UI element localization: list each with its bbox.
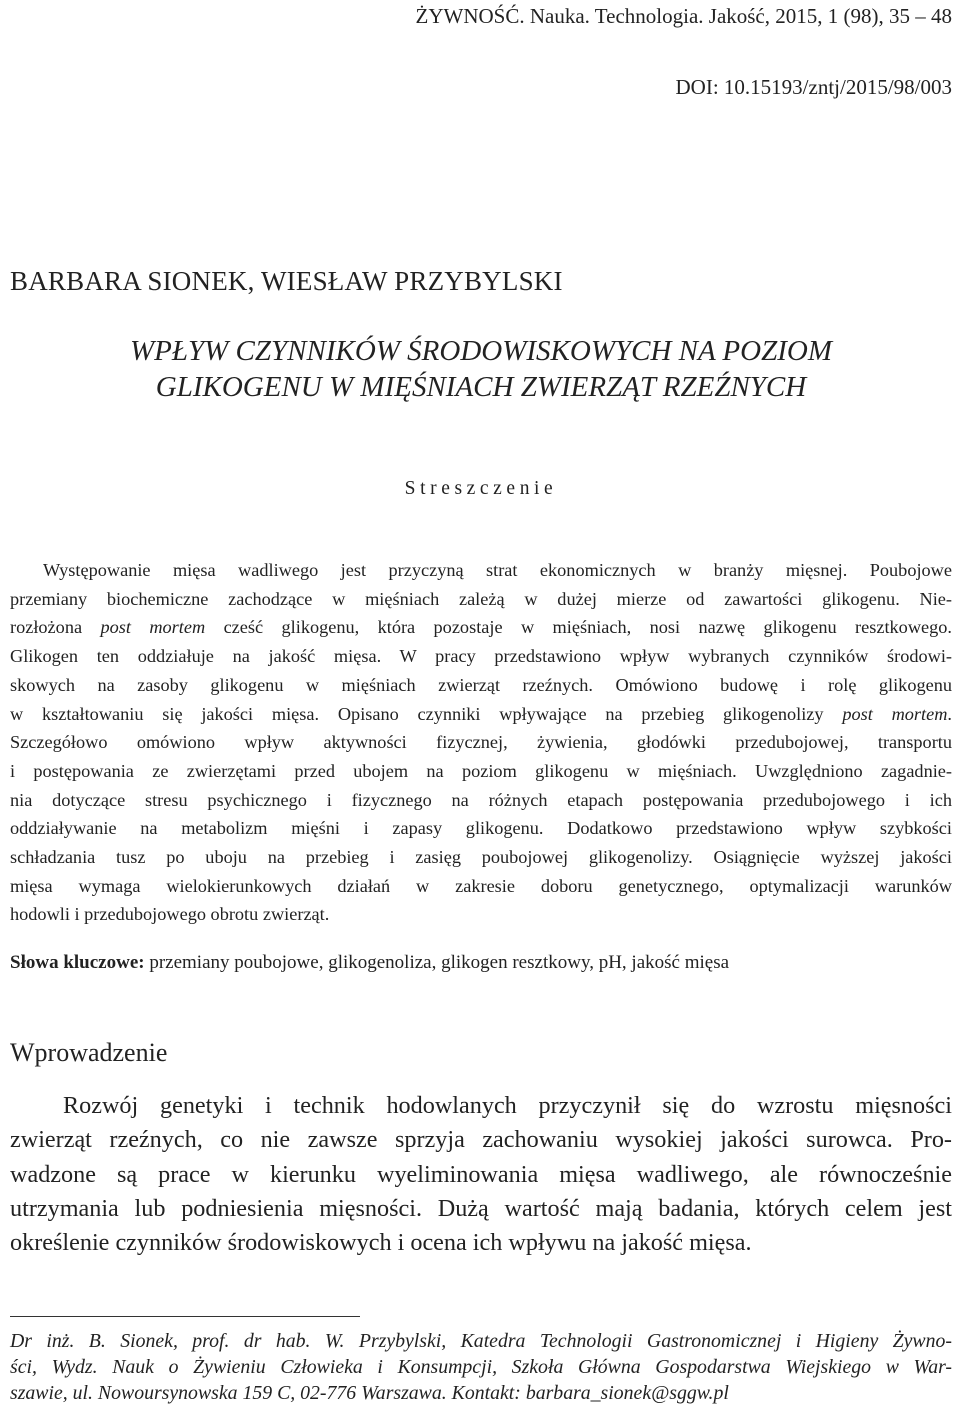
footnote-separator — [10, 1316, 360, 1317]
article-authors: BARBARA SIONEK, WIESŁAW PRZYBYLSKI — [10, 266, 563, 296]
introduction-line: zwierząt rzeźnych, co nie zawsze sprzyja zachowaniu wysokiej jakości surowca. Pro- — [10, 1126, 952, 1154]
abstract-text: w kształtowaniu się jakości mięsa. Opisano czynniki wpływające na przebieg glikogenolizy — [10, 703, 843, 724]
introduction-line: wadzone są prace w kierunku wyeliminowania mięsa wadliwego, ale równocześnie — [10, 1160, 952, 1188]
title-line-2: GLIKOGENU W MIĘŚNIACH ZWIERZĄT RZEŹNYCH — [155, 371, 807, 403]
abstract-italic-term: post mortem — [100, 617, 206, 638]
keywords-label: Słowa kluczowe: — [10, 952, 145, 973]
abstract-line: Występowanie mięsa wadliwego jest przyczyną strat ekonomicznych w branży mięsnej. Poubojowe — [43, 560, 952, 580]
abstract-text: cześć glikogenu, która pozostaje w mięśniach, nosi nazwę glikogenu resztkowego. — [205, 617, 952, 638]
abstract-line: nia dotyczące stresu psychicznego i fizycznego na różnych etapach postępowania przedubojowego i ich — [10, 789, 952, 810]
title-line-1: WPŁYW CZYNNIKÓW ŚRODOWISKOWYCH NA POZIOM — [130, 335, 832, 367]
introduction-line: Rozwój genetyki i technik hodowlanych przyczynił się do wzrostu mięsności — [63, 1092, 952, 1119]
abstract-line: mięsa wymaga wielokierunkowych działań w zakresie doboru genetycznego, optymalizacji warunków — [10, 875, 952, 896]
keywords-list: przemiany poubojowe, glikogenoliza, glikogen resztkowy, pH, jakość mięsa — [144, 952, 730, 973]
abstract-line: Glikogen ten oddziałuje na jakość mięsa. W pracy przedstawiono wpływ wybranych czynników środowi- — [10, 646, 952, 667]
abstract-text: rozłożona — [10, 617, 101, 638]
abstract-line — [10, 700, 952, 729]
abstract-line: skowych na zasoby glikogenu w mięśniach zwierząt rzeźnych. Omówiono budowę i rolę glikogenu — [10, 674, 952, 695]
abstract-italic-term: post mortem — [842, 703, 948, 724]
abstract-line: i postępowania ze zwierzętami przed ubojem na poziom glikogenu w mięśniach. Uwzględniono zagadnie- — [10, 760, 952, 781]
abstract-line: schładzania tusz po uboju na przebieg i zasięg poubojowej glikogenolizy. Osiągnięcie wyższej jakości — [10, 847, 952, 868]
abstract-line: oddziaływanie na metabolizm mięśni i zapasy glikogenu. Dodatkowo przedstawiono wpływ szybkości — [10, 818, 952, 839]
footnote-line: Dr inż. B. Sionek, prof. dr hab. W. Przybylski, Katedra Technologii Gastronomicznej i Higieny Żywno- — [10, 1330, 952, 1352]
introduction-line: określenie czynników środowiskowych i ocena ich wpływu na jakość mięsa. — [10, 1229, 752, 1257]
abstract-line: Szczegółowo omówiono wpływ aktywności fizycznej, żywienia, głodówki przedubojowej, transportu — [10, 732, 952, 753]
abstract-line: przemiany biochemiczne zachodzące w mięśniach zależą w dużej mierze od zawartości glikogenu. Nie- — [10, 588, 952, 609]
abstract-line — [10, 613, 952, 642]
article-title — [10, 333, 952, 405]
journal-citation: ŻYWNOŚĆ. Nauka. Technologia. Jakość, 2015, 1 (98), 35 – 48 — [415, 4, 952, 28]
abstract-text: . — [947, 703, 952, 724]
introduction-line: utrzymania lub podniesienia mięsności. Dużą wartość mają badania, których celem jest — [10, 1194, 952, 1222]
footnote-line: szawie, ul. Nowoursynowska 159 C, 02-776 Warszawa. Kontakt: barbara_sionek@sggw.pl — [10, 1382, 729, 1404]
abstract-line: hodowli i przedubojowego obrotu zwierząt. — [10, 904, 330, 925]
footnote-line: ści, Wydz. Nauk o Żywieniu Człowieka i Konsumpcji, Szkoła Główna Gospodarstwa Wiejskiego w War- — [10, 1356, 952, 1378]
abstract-heading: Streszczenie — [404, 478, 558, 499]
doi-identifier: DOI: 10.15193/zntj/2015/98/003 — [675, 75, 952, 99]
abstract-body — [10, 556, 952, 929]
author-affiliation-footnote — [10, 1328, 952, 1406]
section-heading-introduction: Wprowadzenie — [10, 1038, 168, 1067]
introduction-body — [10, 1089, 952, 1260]
keywords — [10, 952, 729, 974]
